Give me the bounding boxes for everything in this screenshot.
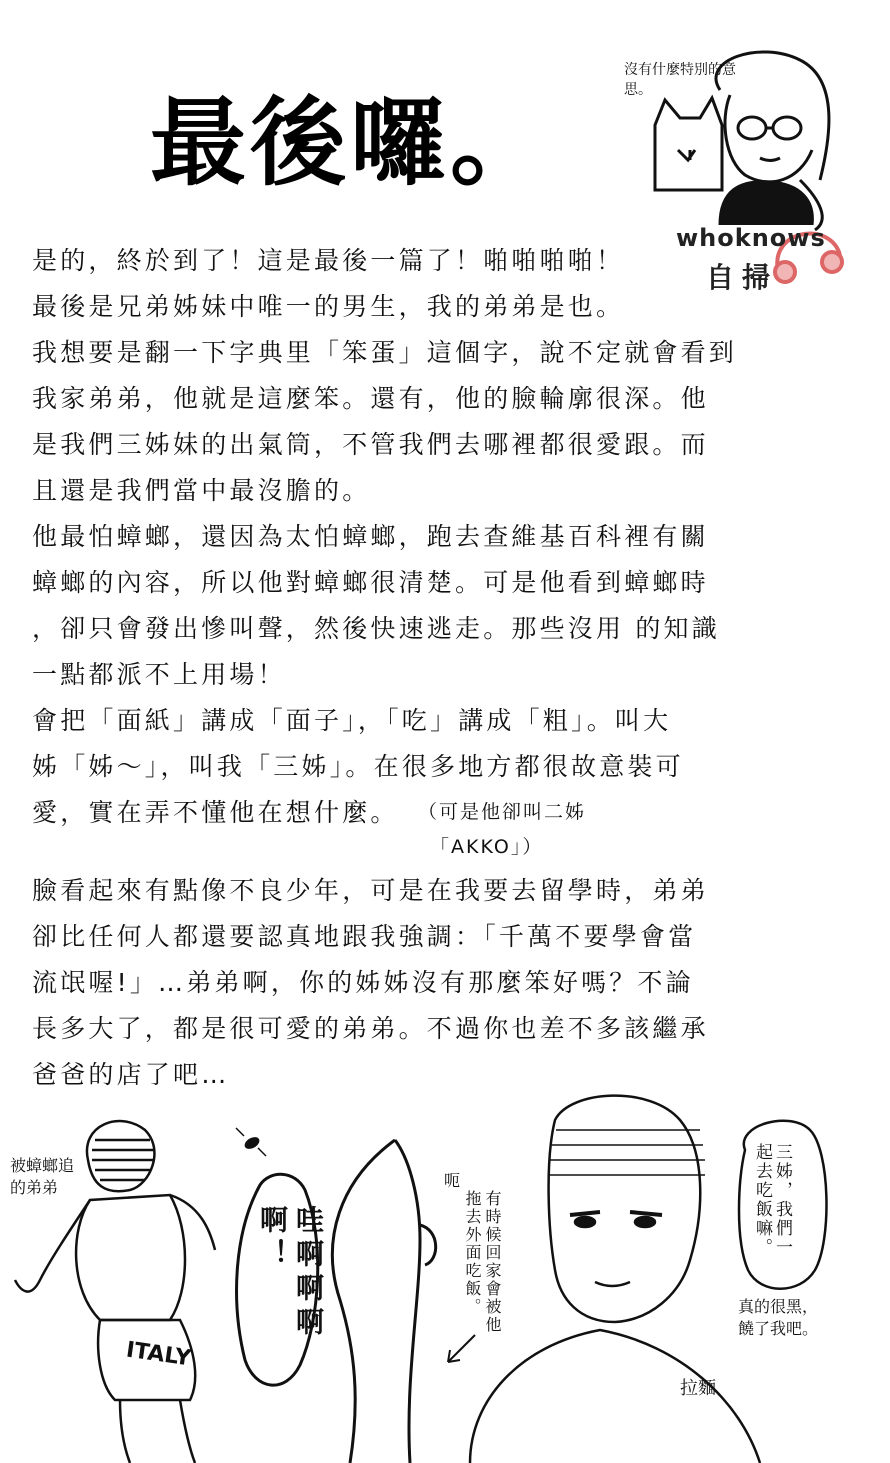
aside-line-1: （可是他卻叫二姊 [418, 801, 587, 823]
paragraph-2: 最後是兄弟姊妹中唯一的男生，我的弟弟是也。 [32, 292, 625, 321]
running-brother-label: 被蟑螂追的弟弟 [10, 1156, 75, 1197]
right-note-1: 真的很黑， [738, 1297, 819, 1316]
ramen-label: 拉麵 [680, 1378, 716, 1399]
corner-note: 沒有什麼特別的意思。 [624, 62, 736, 98]
uh-text: 呃 [444, 1171, 461, 1190]
shorts-text: ITALY [124, 1337, 193, 1372]
paragraph-3: 我想要是翻一下字典里「笨蛋」這個字，說不定就會看到 我家弟弟，他就是這麼笨。還有，他的臉輪廓很深。他 是我們三姊妹的出氣筒，不管我們去哪裡都很愛跟。而 且還是我們當中最沒膽的。 [32, 338, 738, 505]
scan-group-logo: whoknows [676, 224, 826, 252]
paragraph-5: 會把「面紙」講成「面子」，「吃」講成「粗」。叫大 姊「姊～」，叫我「三姊」。在很多地方都很故意裝可 愛，實在弄不懂他在想什麼。 [32, 706, 684, 827]
paragraph-4: 他最怕蟑螂，還因為太怕蟑螂，跑去查維基百科裡有關 蟑螂的內容，所以他對蟑螂很清楚。可是他看到蟑螂時 ，卻只會發出慘叫聲，然後快速逃走。那些沒用 的知識 一點都派不上用場！ [32, 522, 720, 689]
profile-figure-icon [332, 1140, 435, 1463]
middle-note: 有時候回家會被他拖去外面吃飯。 [463, 1190, 502, 1334]
aside-line-2: 「AKKO」） [430, 836, 544, 858]
cockroach-icon [236, 1128, 266, 1156]
cat-icon [655, 98, 722, 190]
paragraph-6: 臉看起來有點像不良少年，可是在我要去留學時，弟弟 卻比任何人都還要認真地跟我強調：「千萬不要學會當 流氓喔!」…弟弟啊，你的姊姊沒有那麼笨好嗎？不論 長多大了，都是很可愛的弟弟。不過你也差不多該繼承 爸爸的店了吧… [32, 876, 709, 1089]
speech-text: 三姊，我們一起去吃飯嘛。 [752, 1143, 792, 1257]
scan-group-sub: 自掃 [706, 261, 779, 294]
paragraph-1: 是的，終於到了！這是最後一篇了！啪啪啪啪！ [32, 246, 625, 275]
scream-text: 哇啊啊啊啊！ [256, 1205, 325, 1341]
right-note-2: 饒了我吧。 [738, 1319, 819, 1338]
brother-face-icon [470, 1096, 760, 1463]
page-title: 最後囉。 [150, 87, 550, 199]
